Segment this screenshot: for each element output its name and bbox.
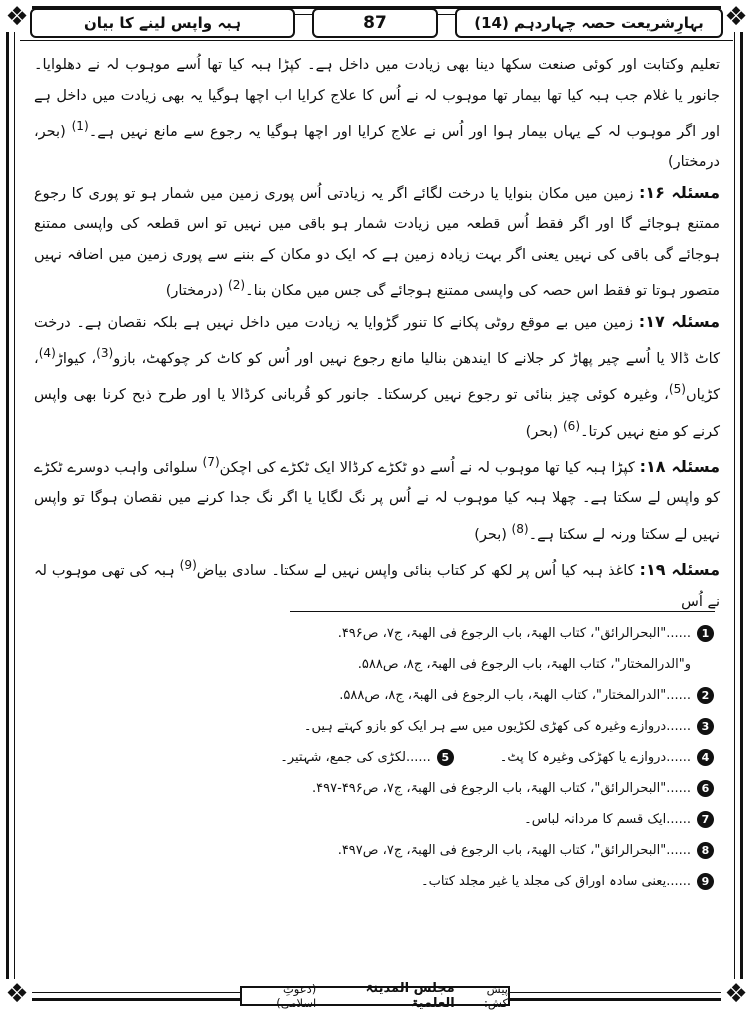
footnote-number: 6 [697,780,714,797]
footnote: 3 ......دروازے وغیرہ کی کھڑی لکڑیوں میں سے ہر ایک کو بازو کہتے ہیں۔ [34,711,714,742]
masala-label: مسئلہ ۱۸: [639,456,721,476]
ornament-corner-icon: ❖ [2,979,32,1009]
footnote-number: 9 [697,873,714,890]
footnote-ref[interactable]: (8) [511,521,529,536]
footnote: و"الدرالمختار"، کتاب الھبۃ، باب الرجوع فی الھبۃ، ج۸، ص۵۸۸. [357,657,691,672]
footnote-number: 7 [697,811,714,828]
publisher-name: مجلس المدینۃ العلمیۃ [365,981,455,1011]
masala-19: مسئلہ ۱۹: کاغذ ہبہ کیا اُس پر لکھ کر کتاب بنائی واپس نہیں لے سکتا۔ سادی بیاض$^{(9)}$ ہبہ کی تھی موہوب لہ نے اُس [34,558,720,610]
masala-label: مسئلہ ۱۶: [638,182,720,202]
footnote: 5 ......لکڑی کی جمع، شہتیر۔ [280,749,454,766]
paragraph: تعلیم وکتابت اور کوئی صنعت سکھا دینا بھی زیادت میں داخل ہے۔ کپڑا ہبہ کیا تھا اُسے موہوب لہ نے دھلوایا۔ جانور یا غلام جب ہبہ کیا تھا بیمار تھا موہوب لہ نے اُس کا علاج کرایا اب اچھا ہوگیا یہ بھی زیادت میں داخل ہے اور اگر موہوب لہ کے یہاں بیمار ہوا اور اُس نے علاج کرایا اور اچھا ہوگیا یہ رجوع سے مانع نہیں ہے۔$^{(1)}$ (بحر، درمختار) [34,57,721,171]
footnote-ref[interactable]: (6) [562,418,581,433]
footnote-ref[interactable]: (3) [96,346,114,361]
ornament-corner-icon: ❖ [721,2,751,32]
book-title: بہارِشریعت حصہ چہاردہم (14) [455,8,723,38]
publisher-footer: پیش کش: مجلس المدینۃ العلمیۃ (دعوتِ اسلامی) [240,986,510,1006]
ornament-corner-icon: ❖ [2,2,32,32]
footnote: 2 ......"الدرالمختار"، کتاب الھبۃ، باب الرجوع فی الھبۃ، ج۸، ص۵۸۸. [34,680,714,711]
masala-label: مسئلہ ۱۹: [639,560,720,580]
footnote-ref[interactable]: (5) [668,382,686,397]
footnote-ref[interactable]: (4) [38,346,56,361]
masala-16: مسئلہ ۱۶: زمین میں مکان بنوایا یا درخت لگائے اگر یہ زیادتی اُس پوری زمین میں شمار ہو تو پوری کا رجوع ممتنع ہوجائے گا اور اگر فقط اُس قطعہ میں زیادت شمار ہو باقی میں نہیں تو اس قطعہ کی واپسی ممتنع ہوجائے گی باقی کی نہیں یعنی اگر بہت زیادہ زمین ہے کہ ایک دو مکان کے بننے سے پوری زمین میں اضافہ نہیں متصور ہوتا تو فقط اس حصہ کی واپسی ممتنع ہوجائے گی جس میں مکان بنا۔$^{(2)}$ (درمختار) [34,182,720,300]
header-divider [20,40,733,41]
masala-label: مسئلہ ۱۷: [638,311,721,331]
footnote-number: 1 [697,625,714,642]
source-citation: (بحر، درمختار) [34,123,720,171]
footnotes [34,618,714,897]
footnote: 6 ......"البحرالرائق"، کتاب الھبۃ، باب الرجوع فی الھبۃ، ج۷، ص۴۹۶-۴۹۷. [34,773,714,804]
masala-18: مسئلہ ۱۸: کپڑا ہبہ کیا تھا موہوب لہ نے اُسے دو ٹکڑے کرڈالا ایک ٹکڑے کی اچکن$^{(7)}$ سلوائی واہب دوسرے ٹکڑے کو واپس لے سکتا ہے۔ چھلا ہبہ کیا موہوب لہ نے اُس پر نگ لگایا یا اگر نگ جدا کرنے میں نقصان ہوگا تو واپس نہیں لے سکتا ورنہ لے سکتا ہے۔$^{(8)}$ (بحر) [34,455,721,543]
footnote-number: 3 [697,718,714,735]
page-number: 87 [312,8,438,38]
source-citation: (درمختار) [165,283,224,300]
footnote-ref[interactable]: (1) [71,119,89,133]
footnote: 4 ......دروازے یا کھڑکی وغیرہ کا پٹ۔ 5 ......لکڑی کی جمع، شہتیر۔ [34,742,714,773]
footnote: 9 ......یعنی سادہ اوراق کی مجلد یا غیر مجلد کتاب۔ [34,866,714,897]
footnote: 7 ......ایک قسم کا مردانہ لباس۔ [34,804,714,835]
footnote-number: 8 [697,842,714,859]
source-citation: (بحر) [525,423,559,440]
ornament-corner-icon: ❖ [721,979,751,1009]
footnote-number: 2 [697,687,714,704]
footnote: 8 ......"البحرالرائق"، کتاب الھبۃ، باب الرجوع فی الھبۃ، ج۷، ص۴۹۷. [34,835,714,866]
footnote: 1 ......"البحرالرائق"، کتاب الھبۃ، باب الرجوع فی الھبۃ، ج۷، ص۴۹۶. [34,618,714,649]
main-text [34,50,720,617]
footnote-ref[interactable]: (7) [202,455,220,470]
footnote-ref[interactable]: (2) [228,278,246,293]
footnote-number: 5 [437,749,454,766]
footnote-divider [290,611,715,612]
masala-17: مسئلہ ۱۷: زمین میں بے موقع روٹی پکانے کا تنور گڑوایا یہ زیادت میں داخل نہیں ہے بلکہ نقصان ہے۔ درخت کاٹ ڈالا یا اُسے چیر پھاڑ کر جلانے کا ایندھن بنالیا مانع رجوع نہیں اور اُس کو کاٹ کر چوکھٹ، بازو$^{(3)}$، کیواڑ$^{(4)}$، کڑیاں$^{(5)}$، وغیرہ کوئی چیز بنائی تو رجوع نہیں کرسکتا۔ جانور کو قُربانی کرڈالا یا اور طرح ذبح کرنا بھی واپس کرنے کو منع نہیں کرتا۔$^{(6)}$ (بحر) [34,311,721,440]
chapter-title: ہبہ واپس لینے کا بیان [30,8,295,38]
source-citation: (بحر) [474,526,507,543]
footnote-number: 4 [697,749,714,766]
footnote-ref[interactable]: (9) [179,558,197,573]
